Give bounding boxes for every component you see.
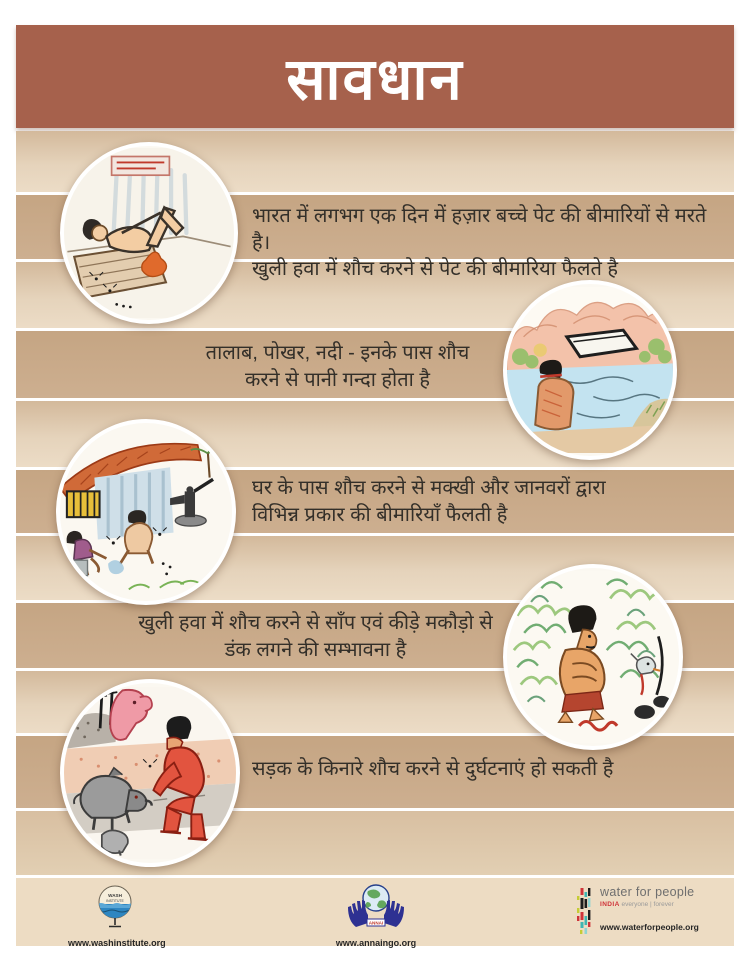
man-sitting-near-pond-illustration (507, 284, 673, 456)
illustration-circle-4 (503, 564, 683, 750)
water-for-people-url: www.waterforpeople.org (600, 922, 699, 932)
caption-3-line-2: विभिन्न प्रकार की बीमारियाँ फैलती है (252, 503, 508, 526)
water-for-people-logo-mark (576, 886, 592, 936)
caption-1 (252, 203, 722, 283)
caption-1-line-1: भारत में लगभग एक दिन में हज़ार बच्चे पेट की बीमारियों से मरते है। (252, 205, 707, 254)
caption-3-line-1: घर के पास शौच करने से मक्खी और जानवरों द्वारा (252, 477, 606, 499)
water-for-people-logo-block (576, 886, 699, 936)
wash-institute-logo (92, 883, 138, 931)
annai-logo-block (328, 881, 424, 948)
annai-url: www.annaingo.org (335, 938, 417, 948)
wash-institute-logo-block (68, 883, 166, 948)
roadside-accident-illustration (64, 683, 236, 863)
water-for-people-tagline (600, 901, 699, 908)
caption-2-line-2: करने से पानी गन्दा होता है (244, 368, 430, 391)
illustration-circle-3 (56, 419, 236, 605)
illustration-circle-2 (503, 280, 677, 460)
caption-1-line-2: खुली हवा में शौच करने से पेट की बीमारिया फैलते है (252, 258, 619, 280)
illustration-circle-1 (60, 142, 238, 324)
poster-title-bar (16, 25, 734, 128)
water-for-people-tagline-text: everyone | forever (621, 901, 674, 908)
water-for-people-name: water for people (600, 885, 695, 899)
caption-4-line-2: डंक लगने की सम्भावना है (224, 638, 407, 661)
sick-person-lying-indoors-illustration (64, 146, 234, 320)
man-in-bushes-illustration (507, 568, 679, 746)
caption-4 (128, 610, 503, 663)
wash-logo-word-1: WASH (108, 893, 122, 898)
caption-3 (252, 475, 692, 528)
children-near-house-illustration (60, 423, 232, 601)
water-for-people-country: INDIA (600, 901, 620, 908)
caption-5 (252, 756, 722, 783)
illustration-circle-5 (60, 679, 240, 867)
caption-4-line-1: खुली हवा में शौच करने से साँप एवं कीड़े मकौड़ो से (138, 612, 493, 634)
wash-logo-word-2: INSTITUTE (106, 899, 124, 903)
annai-logo (346, 881, 406, 931)
wash-institute-url: www.washinstitute.org (68, 938, 166, 948)
annai-logo-label: ANNAI (368, 920, 384, 926)
caption-2 (175, 340, 500, 393)
poster-title: सावधान (286, 47, 464, 112)
caption-2-line-1: तालाब, पोखर, नदी - इनके पास शौच (205, 342, 470, 364)
caption-5-line-1: सड़क के किनारे शौच करने से दुर्घटनाएं हो सकती है (252, 758, 614, 780)
